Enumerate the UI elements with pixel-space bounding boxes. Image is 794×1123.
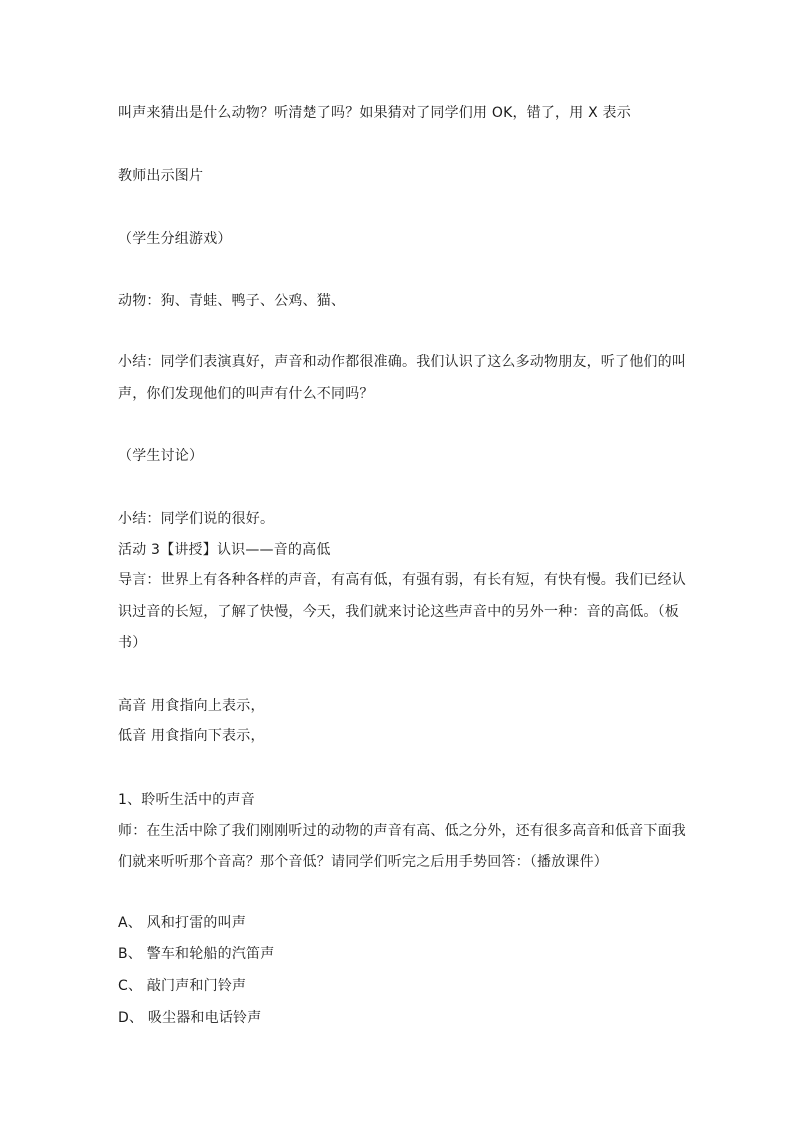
text-line: 教师出示图片 (118, 168, 204, 184)
text-line: 师：在生活中除了我们刚刚听过的动物的声音有高、低之分外，还有很多高音和低音下面我 (118, 823, 686, 839)
text-line: 小结：同学们表演真好，声音和动作都很准确。我们认识了这么多动物朋友，听了他们的叫 (118, 354, 686, 370)
text-line: 导言：世界上有各种各样的声音，有高有低，有强有弱，有长有短，有快有慢。我们已经认 (118, 572, 686, 588)
list-item: D、 吸尘器和电话铃声 (118, 1010, 262, 1026)
list-item: B、 警车和轮船的汽笛声 (118, 946, 275, 962)
section-heading: 活动 3【讲授】认识——音的高低 (118, 542, 331, 558)
text-line: 声，你们发现他们的叫声有什么不同吗？ (118, 386, 374, 402)
text-line: 动物：狗、青蛙、鸭子、公鸡、猫、 (118, 293, 346, 309)
text-line: （学生讨论） (118, 448, 204, 464)
text-line: 小结：同学们说的很好。 (118, 511, 275, 527)
list-item: A、 风和打雷的叫声 (118, 915, 247, 931)
numbered-heading: 1、聆听生活中的声音 (118, 792, 255, 808)
text-line: 叫声来猜出是什么动物？听清楚了吗？如果猜对了同学们用 OK，错了，用 X 表示 (118, 105, 631, 121)
text-line: 高音 用食指向上表示， (118, 698, 265, 714)
list-item: C、 敲门声和门铃声 (118, 978, 247, 994)
text-line: 低音 用食指向下表示， (118, 728, 265, 744)
text-line: 们就来听听那个音高？那个音低？请同学们听完之后用手势回答：（播放课件） (118, 854, 608, 870)
text-line: （学生分组游戏） (118, 231, 232, 247)
text-line: 识过音的长短，了解了快慢，今天，我们就来讨论这些声音中的另外一种：音的高低。（板 (118, 604, 679, 620)
text-line: 书） (118, 635, 147, 651)
